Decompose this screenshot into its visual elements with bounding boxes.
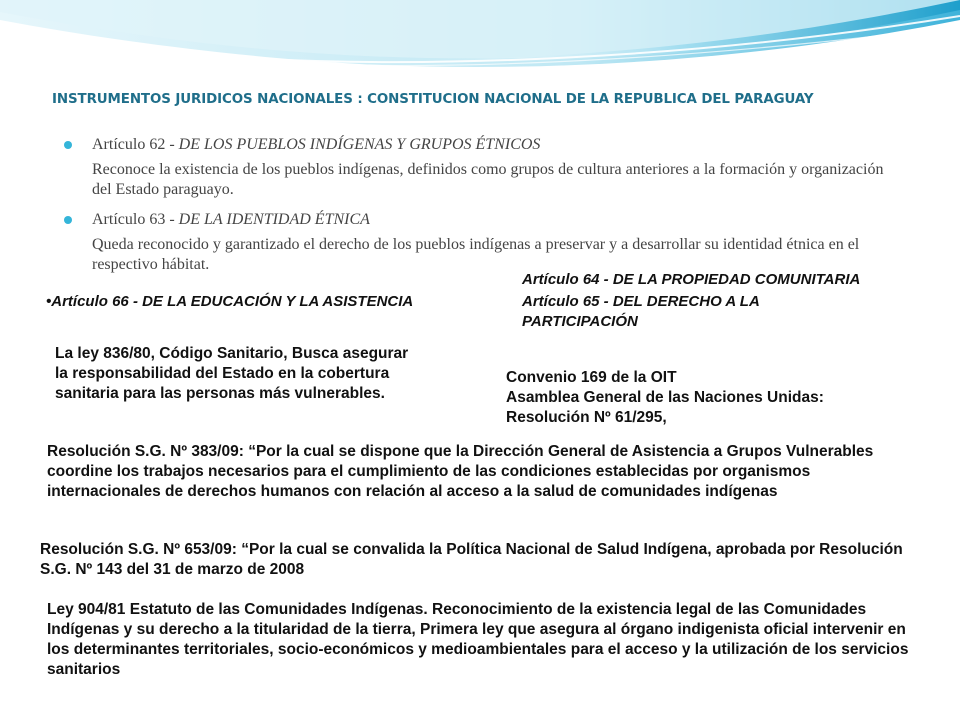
article-63-body: Queda reconocido y garantizado el derecho de los pueblos indígenas a preservar y a desarrollar su identidad étnica en el respectivo hábitat.	[92, 236, 860, 273]
article-62-title: DE LOS PUEBLOS INDÍGENAS Y GRUPOS ÉTNICOS	[178, 136, 541, 153]
convenio-line-2: Asamblea General de las Naciones Unidas: Resolución Nº 61/295,	[506, 389, 824, 426]
article-62-heading	[64, 136, 894, 154]
article-64: Artículo 64 - DE LA PROPIEDAD COMUNITARIA	[522, 271, 861, 288]
article-63-title: DE LA IDENTIDAD ÉTNICA	[178, 211, 370, 228]
page-title: INSTRUMENTOS JURIDICOS NACIONALES : CONSTITUCION NACIONAL DE LA REPUBLICA DEL PARAGUAY	[52, 92, 814, 107]
resolucion-383-text: Resolución S.G. Nº 383/09: “Por la cual se dispone que la Dirección General de Asistencia a Grupos Vulnerables coordine los trabajos necesarios para el cumplimiento de las condiciones establecidas por organismos internacionales de derechos humanos con relación al acceso a la salud de comunidades indígenas	[47, 443, 874, 500]
header-wave-decoration	[0, 0, 960, 80]
article-65: Artículo 65 - DEL DERECHO A LA PARTICIPACIÓN	[522, 293, 760, 330]
bullet-icon	[64, 216, 72, 224]
article-63	[64, 211, 894, 275]
bullet-icon	[64, 141, 72, 149]
article-63-label: Artículo 63 -	[92, 211, 179, 228]
ley-904-text: Ley 904/81 Estatuto de las Comunidades Indígenas. Reconocimiento de la existencia legal de las Comunidades Indígenas y su derecho a la titularidad de la tierra, Primera ley que asegura al órgano indigenista oficial intervenir en los determinantes territoriales, socio-económicos y medioambientales para el acceso y la utilización de los servicios sanitarios	[47, 601, 909, 678]
ley-836-text: La ley 836/80, Código Sanitario, Busca asegurar la responsabilidad del Estado en la cobertura sanitaria para las personas más vulnerables.	[55, 345, 409, 402]
convenio-169-text	[506, 368, 866, 428]
resolucion-653-text: Resolución S.G. Nº 653/09: “Por la cual se convalida la Política Nacional de Salud Indígena, aprobada por Resolución S.G. Nº 143 del 31 de marzo de 2008	[40, 541, 903, 578]
convenio-line-1: Convenio 169 de la OIT	[506, 369, 677, 386]
article-62	[64, 136, 894, 200]
article-63-heading	[64, 211, 894, 229]
article-62-label: Artículo 62 -	[92, 136, 179, 153]
article-62-body: Reconoce la existencia de los pueblos indígenas, definidos como grupos de cultura anteriores a la formación y organización del Estado paraguayo.	[92, 161, 884, 198]
article-66: •Artículo 66 - DE LA EDUCACIÓN Y LA ASISTENCIA	[46, 293, 414, 310]
